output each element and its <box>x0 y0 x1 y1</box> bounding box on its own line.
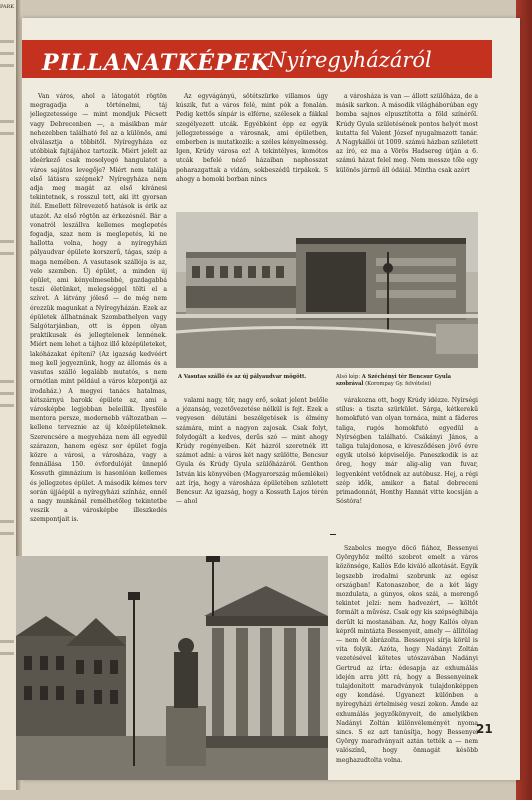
left-page-text-line <box>0 380 14 383</box>
column-2-text: Az egyvágányú, sötétszürke villamos úgy kúszik, fut a város felé, mint pók a fonalán. Pedig kettős sínpár is elférne, szélesek a fákkal szegélyezett utcák. Egyébként épp ez egyik jellegzetessége a városnak, ami épületben, emberben is mutatkozik: a széles kényelmesség. Igen, Krúdy városa ez! A tekintélyes, komótos utcák befelé néző házaiban naphosszat poharazgattak a vidám, sokbeszédű tirpákok. S ahogy a homoki borban nincs <box>176 93 328 183</box>
left-page-text-line <box>0 52 14 55</box>
article-title: PILLANATKÉPEK <box>42 50 271 76</box>
left-page-text-line <box>0 240 14 243</box>
left-page-text-line <box>0 64 14 67</box>
body-column-3 <box>336 92 478 204</box>
square-statue-image <box>16 556 328 780</box>
left-page-text-line <box>0 392 14 395</box>
caption-square-label: Alsó kép: <box>336 374 361 380</box>
left-page-text-line <box>0 252 14 255</box>
left-page-text-line <box>0 404 14 407</box>
body-column-5 <box>336 396 478 526</box>
left-page-text-line <box>0 532 14 535</box>
railway-station-image <box>176 212 478 368</box>
page-number: 21 <box>476 722 493 736</box>
caption-square-bold: A Széchényi tér Bencsur Gyula szobrával <box>336 374 452 387</box>
column-4-text: valami nagy, tör, nagy erő, sokat jelent belőle a józanság, vezetővezetése nélkül is fejt. Ezek a vegyesen délutáni beszélgetések is élmény számára, mint a nagyon zajosak. Csak folyt, folydogált a kedves, derűs szó — mint ahogy Krúdy regényeiben. Két házról szeretnék itt számot adni: a város két nagy szülötte, Bencsur Gyula és Krúdy Gyula szülőházáról. Genthon István kis könyvében (Magyarország műemlékei) azt írja, hogy a városháza épületében született Bencsur. Az igazság, hogy a Kossuth Lajos térén — ahol <box>176 397 328 506</box>
left-page-text-line <box>0 640 14 643</box>
photo-square-statue <box>16 556 328 780</box>
left-page-text-line <box>0 652 14 655</box>
left-page-text-line <box>0 120 14 123</box>
column-5-text: várakozna ott, hogy Krúdy idézze. Nyírségi stílus: a tiszta szürkület. Sárga, kétkerekű homokfutó van olyan tornáca, mint a fáderes taliga, rugós homokfutó egyedül a Nyírségben található. Csákányi János, a taliga tulajdonosa, e kivesződésen jövő évre egyik utolsó képviselője. Paneszkodik is az öreg, hogy már alig-alig van fuvar, legyenként vetődnek az autóbusz. Hej, a régi szép idők, amikor a fiatal debreceni primadonnát, Honthy Hannát vitte kocsiján a Sóstóra! <box>336 397 478 506</box>
body-column-4 <box>176 396 328 552</box>
article-title-script: Nyíregyházáról <box>268 48 432 72</box>
photo-railway-station <box>176 212 478 368</box>
caption-station-text: A Vasutas szálló és az új pályaudvar mögött. <box>178 374 307 380</box>
body-column-2 <box>176 92 328 204</box>
caption-station <box>178 374 328 381</box>
left-page-text-line <box>0 132 14 135</box>
column-6-text: Szabolcs megye döcö fiához, Bessenyei Györgyhöz méltó szobrot emelt a város közönsége, Kallós Ede kiváló alkotását. Egyik legszebb irodalmi szobrunk az egész országban! Katonaszobor, de a két lágy mozdulata, a gúnyos, okos szái, a merengő tekintet jelzi: nem hadvezért, — költőt formált a művész. Csak egy kis szépséghibája derült ki mostanában. Az, hogy Kallós olyan képről mintázta Bessenyeit, amely — állítólag — nem őt ábrázolta. Bessenyei sírja körül is vita folyik. Azóta, hogy Nadányi Zoltán vezetésével kötetes utószavában Nadányi Gertrud az írta: édesapja az exhumálás idején arra jött rá, hogy a Bessenyeinek tulajdonított maradványok tulajdonképpen egy kondásé. Ugyanezt különben a nyíregyházi értelmiség veszi zokon. Ámde az exhumálás jegyzőkönyveit, de amelyikben Nadányi Zoltán különvéleményét nyoma sincs. S ez azt tanúsítja, hogy Bessenyei György maradványait aztán tették a — nem valószínű, hogy önmagát késöbb meghazudtolta volna. <box>336 545 478 764</box>
left-page-edge <box>0 0 17 790</box>
left-page-text-line <box>0 40 14 43</box>
column-1-text: Van város, ahol a látogatót rögtön megragadja a történelmi, táj jellegzetessége — mint mondjuk Pécsett vagy Debrecenben —, a másikban már nehezebben található fel az a különös, ami elválasztja a többitől. Nyíregyháza ez utóbbiak fajtájához tartozik. Miért jelelt az ideérkező csak mosolyogó hangulatot a város sajátos levegője? Miért nem találja első látásra szépnek? Nyíregyháza nem adja meg magát az első kívánesi tekintetnek, s rosszul tett, aki itt gyorsan ítél. Emellett félrevezető hatások is érik az utazót. Az első rögtön az érkezésnél. Bár a vonatról leszállva kellemes meglepetés fogadja, szaz nem is meglepetés, ki ne hallotta volna, hogy a nyíregyházi pályaudvar épülete korszerű, tágas, szép a maga nemében. A vasutasok szállója is az, vele szemben. Új épület, a minden új épület, ami kényelmesebbé, gazdagabbá teszi életünket, melegséggel tölti el a szívet. A látvány jóleső — de még nem érezzük magunkat a Nyíregyházán. Ezek az épületek állhatnának Szombathelyen vagy Salgótarjánban, ott is éppen olyan praktikusak és jellegtelenek lennének. Miért nem lehet a tájhoz illő középületeket, lakóházakat építeni? (Az igazság kedvéért meg kell jegyeznünk, hogy az állomás és a vasutas szálló legalább mutatós, s nem ormótlan mint például a város központjá az irodaház.) A megyei tanács hatalmas, kétszárnyú barokk épülete az, ami a városképbe legjobban beleillik. Ilyesféle mentora persze, modernebb változatban — kellene terveznie az új középületeknek. Szerencsére a megyeháza nem áll egyedül szárazon, hanem egész sor épület fogja közre a városi, a városháza, vagy a fennállása 150. évfordulóját ünneplő Kossuth gimnázium is hasonlóan kellemes és jellegzetes épület. A második kémes terv során újjáépül a nyíregyházi színház, ennél a nagy munkánál remélhetőleg tekintetbe veszik a városképbe illeszkedés szempontjait is. <box>30 93 167 524</box>
left-page-fragment: PARK <box>0 4 15 10</box>
caption-square <box>336 374 478 388</box>
body-column-6 <box>336 544 478 766</box>
column-3-text: a városháza is van — állott szülőháza, de a másik sarkon. A második világháborúban egy bomba sajnos elpusztította a föld színéről. Krúdy Gyula születésének pontos helyét most kutatta fel Valent József nyugalmazott tanár. A Nagykállói út 1009. számú házban született az író, ez ma a Vörös Hadsereg útján a 6. számú házat felel meg. Nem messze tőle egy különös jármű áll ódáiál. Mintha csak azért <box>336 93 478 174</box>
caption-square-credit: (Korompay Gy. felvételei) <box>365 381 432 387</box>
left-page-text-line <box>0 520 14 523</box>
section-divider <box>330 534 336 535</box>
body-column-1 <box>30 92 167 528</box>
